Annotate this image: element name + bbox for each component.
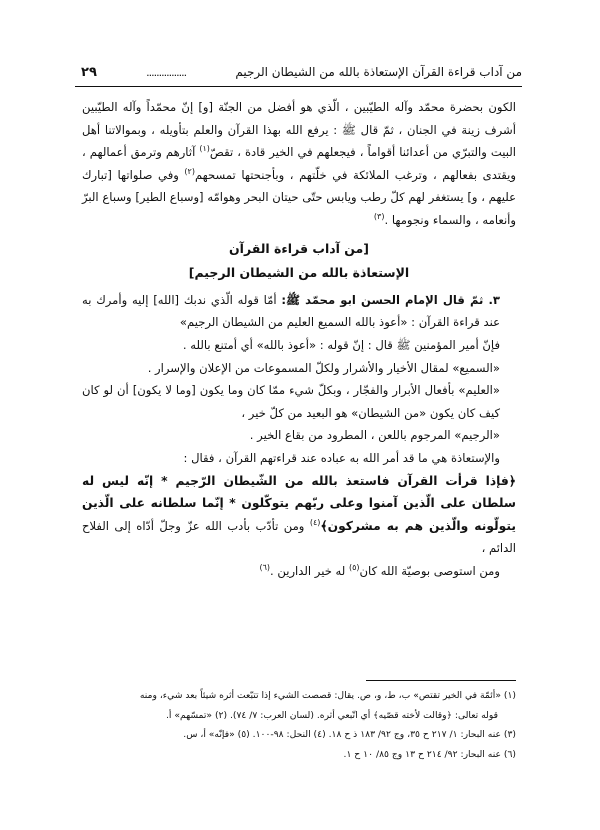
footnote-ref-6: (٦) [259, 563, 271, 573]
footnote-line: قوله تعالى: ﴿وقالت لأخته قصّيه﴾ أي اتّبعي أثره. (لسان العرب: ٧/ ٧٤). (٢) «تمسّهم» أ. [165, 709, 498, 721]
narration-label: ٣. ثمّ قال الإمام الحسن ابو محمّد ﷺ: [281, 292, 500, 307]
footnote-ref-5: (٥) [348, 563, 360, 573]
paragraph-10: ومن استوصى بوصيّة الله كان$^{(٥)}$ له خير الدارين .$^{(٦)}$ [259, 563, 500, 578]
paragraph-4: فإنّ أمير المؤمنين ﷺ قال : إنّ قوله : «أعوذ بالله» أي أمتنع بالله . [182, 337, 500, 352]
footnote-ref-3: (٣) [373, 212, 385, 222]
paragraph-6: «العليم» بأفعال الأبرار والفجّار ، وبكلّ شيء ممّا كان وما يكون [وما لا يكون] أن لو كان كيف كان يكون «من الشيطان» هو البعيد من كلّ خير ، [82, 383, 500, 420]
paragraph-1: الكون بحضرة محمّد وآله الطيّبين ، الّذي هو أفضل من الجنّة [و] إنّ محمّداً وآله الطيّبين أشرف زينة في الجنان ، ثمّ قال ﷺ : يرفع الله بهذا القرآن والعلم بتأويله ، وبموالاتنا أهل البيت والتبرّي من أعدائنا أقواماً ، فيجعلهم في الخير قادة ، تقصّ$^{(١)}$ آثارهم وترمق أعمالهم ، ويقتدى بفعالهم ، وترغب الملائكة في خلّتهم ، وبأجنحتها تمسحهم$^{(٢)}$ وفي صلواتها [تبارك عليهم ، و] يستغفر لهم كلّ رطب ويابس حتّى حيتان البحر وهوامّه [وسباع الطير] وسباع البرّ وأنعامه ، والسماء ونجومها .$^{(٣)}$ [82, 100, 516, 227]
paragraph-3: ٣. ثمّ قال الإمام الحسن ابو محمّد ﷺ: أمّا قوله الّذي ندبك [الله] إليه وأمرك به عند قراءة القرآن : «أعوذ بالله السميع العليم من الشيطان الرجيم» [82, 292, 500, 330]
section-heading-2: الإستعاذة بالله من الشيطان الرجيم] [188, 265, 410, 281]
footnote-ref-4: (٤) [309, 517, 321, 527]
paragraph-7: «الرجيم» المرجوم باللعن ، المطرود من بقاع الخير . [249, 428, 500, 443]
paragraph-5: «السميع» لمقال الأخيار والأشرار ولكلّ المسموعات من الإعلان والإسرار . [147, 360, 500, 375]
footnote-rule [366, 680, 516, 681]
footnote-line: (٦) عنه البحار: ٩٢/ ٢١٤ ح ١٣ وج ٨٥/ ١٠ ح ١. [343, 748, 516, 760]
header-title: من آداب قراءة القرآن الإستعاذة بالله من الشيطان الرجيم [235, 65, 522, 79]
header-rule [75, 86, 522, 87]
footnote-ref-1: (١) [199, 144, 210, 154]
section-heading-1: [من آداب قراءة القرآن [228, 240, 370, 256]
footnotes [82, 686, 516, 764]
footnote-line: (١) «أئمّة في الخير تقتص» ب، ط، و، ص. يقال: قصصت الشيء إذا تتبّعت أثره شيئاً بعد شيء، ومنه [139, 690, 516, 701]
running-header [75, 60, 522, 84]
paragraph-8: والإستعاذة هي ما قد أمر الله به عباده عند قراءتهم القرآن ، فقال : [183, 450, 500, 465]
header-dots: ................ [146, 65, 187, 79]
page-number: ٢٩ [81, 64, 97, 80]
footnote-ref-2: (٢) [184, 166, 195, 176]
main-text [82, 96, 516, 582]
footnote-line: (٣) عنه البحار: ١/ ٢١٧ ح ٣٥، وج ٩٢/ ١٨٣ ذ ح ١٨. (٤) النحل: ٩٨-١٠٠. (٥) «فإنّه» أ، س. [183, 729, 516, 740]
quran-verse: ﴿فإذا قرأت القرآن فاستعذ بالله من الشّيطان الرّجيم * إنّه ليس له سلطان على الّذين آمنوا وعلى ربّهم يتوكّلون * إنّما سلطانه على الّذين يتولّونه والّذين هم به مشركون﴾$^{(٤)}$ ومن تأدّب بأدب الله عزّ وجلّ أدّاه إلى الفلاح الدائم ، [82, 473, 517, 556]
